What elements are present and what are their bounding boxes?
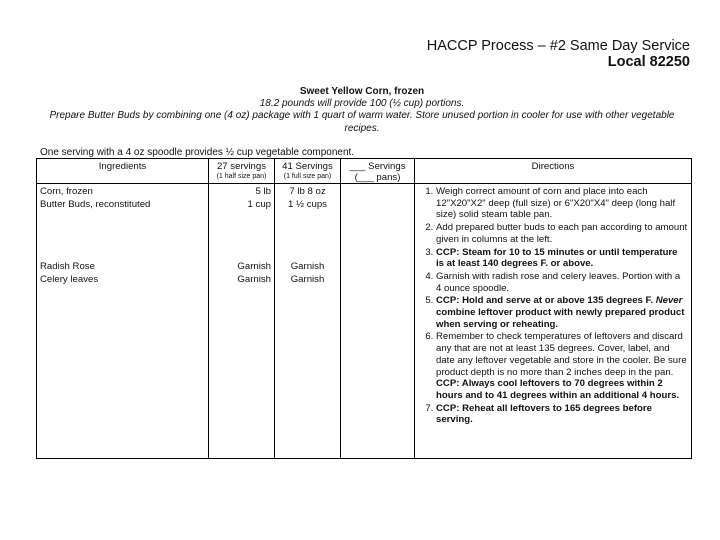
direction-step: 7. CCP: Reheat all leftovers to 165 degrees before serving. xyxy=(436,403,688,426)
amount-41: Garnish xyxy=(290,273,325,285)
amounts-41-cell xyxy=(275,184,341,459)
direction-step: 6. Remember to check temperatures of leftovers and discard any that are not at least 135 degrees. Cover, label, and date any leftover vegetable and store in the cooler. Be sure product depth is no more than 2 inches deep in the pan. CCP: Always cool leftovers to 70 degrees within 2 hours and to 41 degrees within an additional 4 hours. xyxy=(436,331,688,401)
directions-list xyxy=(418,186,688,426)
ingredient-name: Radish Rose xyxy=(40,261,95,272)
col-ingredients: Ingredients xyxy=(37,159,209,184)
ingredients-cell xyxy=(37,184,209,459)
amount-41: 7 lb 8 oz xyxy=(289,186,326,197)
amount-41: Garnish xyxy=(290,261,325,272)
directions-cell xyxy=(415,184,692,459)
amount-27: 5 lb xyxy=(255,186,271,197)
col-directions: Directions xyxy=(415,159,692,184)
recipe-table xyxy=(36,158,692,459)
direction-step: 1. Weigh correct amount of corn and place into each 12"X20"X2" deep (full size) or 6"X20"X4" deep (long half size) solid steam table pan. xyxy=(436,186,688,221)
serving-intro: One serving with a 4 oz spoodle provides ½ cup vegetable component. xyxy=(40,147,355,158)
preparation-note: Prepare Butter Buds by combining one (4 oz) package with 1 quart of warm water. Store unused portion in cooler for use with other vegetable recipes. xyxy=(49,110,675,134)
direction-step: 2. Add prepared butter buds to each pan according to amount given in columns at the left. xyxy=(436,222,688,245)
document-heading: HACCP Process – #2 Same Day Service xyxy=(426,38,690,54)
col-custom-servings: ___ Servings (___ pans) xyxy=(341,159,415,184)
custom-amounts-cell xyxy=(341,184,415,459)
recipe-title: Sweet Yellow Corn, frozen xyxy=(299,86,425,97)
table-header-row xyxy=(37,159,692,184)
ingredient-name: Celery leaves xyxy=(40,273,99,285)
amount-27: Garnish xyxy=(237,261,271,272)
ingredient-name: Butter Buds, reconstituted xyxy=(40,198,151,210)
direction-step: 3. CCP: Steam for 10 to 15 minutes or until temperature is at least 140 degrees F. or above. xyxy=(436,247,688,270)
amounts-27-cell xyxy=(209,184,275,459)
amount-27: 1 cup xyxy=(247,198,271,210)
direction-step: 5. CCP: Hold and serve at or above 135 degrees F. Never combine leftover product with newly prepared product when serving or reheating. xyxy=(436,295,688,330)
portion-yield: 18.2 pounds will provide 100 (½ cup) portions. xyxy=(259,98,465,109)
local-number: Local 82250 xyxy=(607,54,690,70)
col-27-servings: 27 servings (1 half size pan) xyxy=(209,159,275,184)
amount-41: 1 ½ cups xyxy=(288,198,327,210)
amount-27: Garnish xyxy=(237,273,271,285)
direction-step: 4. Garnish with radish rose and celery leaves. Portion with a 4 ounce spoodle. xyxy=(436,271,688,294)
ingredient-name: Corn, frozen xyxy=(40,186,93,197)
col-41-servings: 41 Servings (1 full size pan) xyxy=(275,159,341,184)
table-body-row xyxy=(37,184,692,459)
